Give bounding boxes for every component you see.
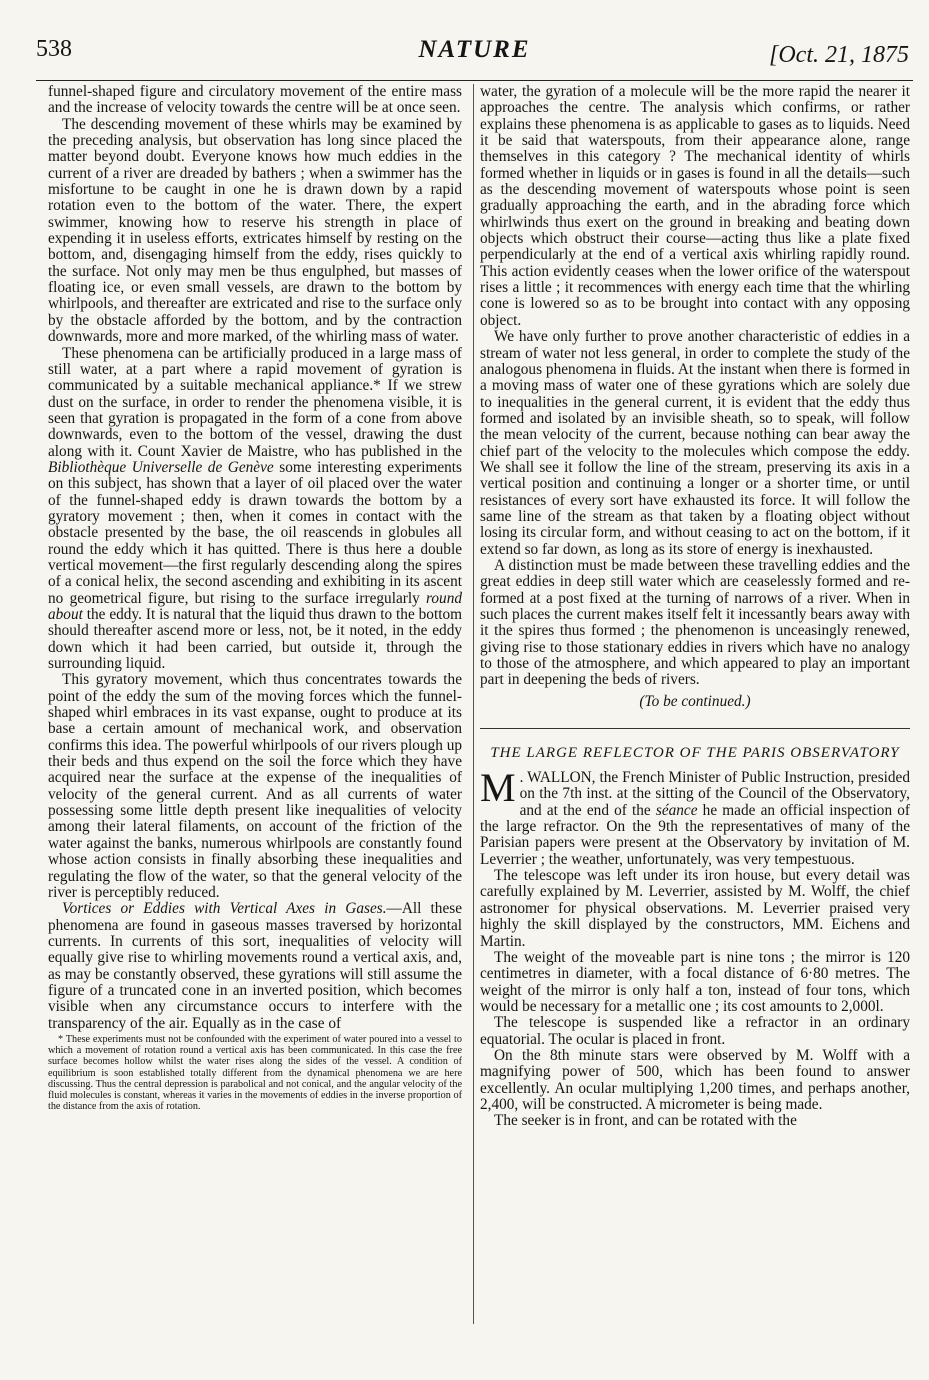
paragraph: A distinction must be made between these travelling eddies and the great eddies in deep still water which are ceaselessly formed and re-formed at a post fixed at the turning of narrows of a river. When in such places the current makes itself felt it incessantly bears away with it the spires thus formed ; the phenomenon is unceasingly renewed, giving rise to those stationary eddies in rivers which have no analogy to those of the atmosphere, and which appeared to play an important part in deepening the beds of rivers. — [480, 556, 910, 689]
paragraph: The weight of the moveable part is nine tons ; the mirror is 120 centimetres in diameter, with a focal distance of 6·80 metres. The weight of the mirror is only half a ton, instead of four tons, which would be necessary for a metallic one ; its cost amounts to 2,000l. — [480, 948, 910, 1015]
column-divider — [473, 84, 474, 1324]
paragraph: On the 8th minute stars were observed by M. Wolff with a magnifying power of 500, which has been found to answer excellently. An ocular multiplying 1,200 times, and perhaps another, 2,400, will be constructed. A micrometer is being made. — [480, 1046, 910, 1113]
article-title: THE LARGE REFLECTOR OF THE PARIS OBSERVATORY — [490, 745, 900, 762]
continued-note: (To be continued.) — [639, 692, 751, 710]
italic-title: Bibliothèque Universelle de Genève — [48, 458, 274, 476]
paragraph: We have only further to prove another characteristic of eddies in a stream of water not less general, in order to complete the study of the analogous phenomena in fluids. At the instant when there is formed in a moving mass of water one of these gyrations which are solely due to inequalities in the general current, it is evident that the eddy thus formed and isolated by an invisible sheath, so to speak, will follow the mean velocity of the current, because nothing can bear away the chief part of the velocity to the molecules which compose the eddy. We shall see it follow the line of the stream, preserving its axis in a vertical position and continuing a longer or a shorter time, or until resistances of every sort have exhausted its force. It will follow the same line of the stream as that taken by a floating object without losing its circular form, and without ceasing to act on the bottom, if it extend so far down, as long as its store of energy is inexhausted. — [480, 328, 910, 558]
section-heading: Vortices or Eddies with Vertical Axes in Gases. — [62, 900, 387, 918]
italic-phrase: round about — [48, 589, 462, 623]
paragraph: The descending movement of these whirls may be examined by the preceding analysis, but observation has long since placed the matter beyond doubt. Everyone knows how much eddies in the current of a river are dreaded by bathers ; when a swimmer has the misfortune to be caught in one he is drawn down by a rapid rotation even to the bottom of the water. There, the expert swimmer, knowing how to reserve his strength in place of expending it in useless efforts, extricates himself by resting on the bottom, and, disengaging himself from the eddy, rises quickly to the surface. Not only may men be thus engulphed, but masses of floating ice, or even small vessels, are drawn to the bottom by whirlpools, and thereafter are extricated and rise to the surface only by the obstacle afforded by the bottom, and by the contraction downwards, more and more marked, of the whirling mass of water. — [48, 115, 462, 346]
paragraph: funnel-shaped figure and circulatory movement of the entire mass and the increase of velocity towards the centre will be at once seen. — [48, 83, 462, 117]
paragraph: water, the gyration of a molecule will be the more rapid the nearer it approaches the centre. The analysis which confirms, or rather explains these phenomena is as applicable to gases as to liquids. Need it be said that waterspouts, from their appearance alone, range themselves in this category ? The mechanical identity of whirls formed whether in liquids or in gases is found in all the details—such as the descending movement of waterspouts whose point is seen gradually approaching the earth, and in the abrading force which whirlwinds thus exert on the ground in breaking and beating down objects which obstruct their course—acting thus like a plate fixed perpendicularly at the end of a vertical axis whirling rapidly round. This action evidently ceases when the lower orifice of the waterspout rises a little ; it recommences with energy each time that the whirling cone is lowered so as to be brought into contact with any opposing object. — [480, 83, 910, 329]
footnote-text: * These experiments must not be confounded with the experiment of water poured into a vessel to which a movement of rotation round a vertical axis has been communicated. In this case the free surface becomes hollow whilst the water rises along the sides of the vessel. A condition of equilibrium is soon established totally different from the dynamical phenomena we are here discussing. Thus the central depression is parabolical and not conical, and the angular velocity of the fluid molecules is constant, whereas it varies in the movements of eddies in the inverse proportion of the distance from the axis of rotation. — [48, 1033, 462, 1113]
paragraph: The seeker is in front, and can be rotated with the — [494, 1112, 797, 1130]
journal-title: NATURE — [418, 36, 531, 63]
paragraph: The telescope is suspended like a refractor in an ordinary equatorial. The ocular is placed in front. — [480, 1014, 910, 1048]
paragraph: These phenomena can be artificially produced in a large mass of still water, at a part where a rapid movement of gyration is communicated by a suitable mechanical appliance.* If we strew dust on the surface, in order to render the phenomena visible, it is seen that gyration is propagated in the form of a cone from above downwards, even to the bottom of the vessel, drawing the dust along with it. Count Xavier de Maistre, who has published in the Bibliothèque Universelle de Genève some interesting experiments on this subject, has shown that a layer of oil placed over the water of the funnel-shaped eddy is drawn towards the bottom by a gyratory movement ; then, when it comes in contact with the obstacle presented by the base, the oil reascends in globules all round the eddy which it has quitted. There is thus here a double vertical movement—the first regularly descending along the spires of a conical helix, the second ascending and exhibiting in its ascent no geometrical figure, but rising to the surface irregularly round about the eddy. It is natural that the liquid thus drawn to the bottom should thereafter ascend more or less, not, be it noted, in the eddy down which it had been carried, but outside it, through the surrounding liquid. — [48, 344, 462, 673]
footnote — [48, 1034, 462, 1112]
paragraph: This gyratory movement, which thus concentrates towards the point of the eddy the sum of the moving forces which the funnel-shaped whirl embraces in its vast expanse, ought to produce at its base a certain amount of mechanical work, and observation confirms this idea. The powerful whirlpools of our rivers plough up their beds and thus expend on the soil the force which they have acquired near the surface at the expense of the inequalities of velocity of the general current. And as all currents of water possessing some little depth present like inequalities of velocity among their lateral filaments, on account of the friction of the water against the banks, numerous whirlpools are constantly found whose action consists in finally absorbing these inequalities and regulating the flow of the water, so that the general velocity of the river is perceptibly reduced. — [48, 671, 462, 901]
right-column — [480, 84, 910, 1130]
drop-cap: M — [480, 765, 516, 811]
paragraph: The telescope was left under its iron house, but every detail was carefully explained by M. Leverrier, assisted by M. Wolff, the chief astronomer for physical observations. M. Leverrier praised very highly the skill displayed by the constructors, MM. Eichens and Martin. — [480, 867, 910, 950]
paragraph: Vortices or Eddies with Vertical Axes in Gases.—All these phenomena are found in gaseous masses traversed by horizontal currents. In currents of this sort, inequalities of velocity will equally give rise to whirling movements round a vertical axis, and, as may be constantly observed, these gyrations will still assume the figure of a truncated cone in an inverted position, which becomes visible when any circumstance occurs to interfere with the transparency of the air. Equally as in the case of — [48, 900, 462, 1032]
paragraph: M . WALLON, the French Minister of Public Instruction, presided on the 7th inst. at the sitting of the Council of the Observatory, and at the end of the séance he made an official inspection of the large refractor. On the 9th the representatives of many of the Parisian papers were present at the Observatory by invitation of M. Leverrier ; the weather, unfortunately, was very tempestuous. — [480, 765, 910, 868]
header-rule — [36, 80, 913, 81]
page-number: 538 — [36, 36, 72, 62]
section-rule — [480, 728, 910, 729]
issue-date: [Oct. 21, 1875 — [769, 42, 909, 68]
left-column — [48, 84, 462, 1112]
italic-word: séance — [655, 801, 698, 819]
page-header — [36, 36, 913, 74]
